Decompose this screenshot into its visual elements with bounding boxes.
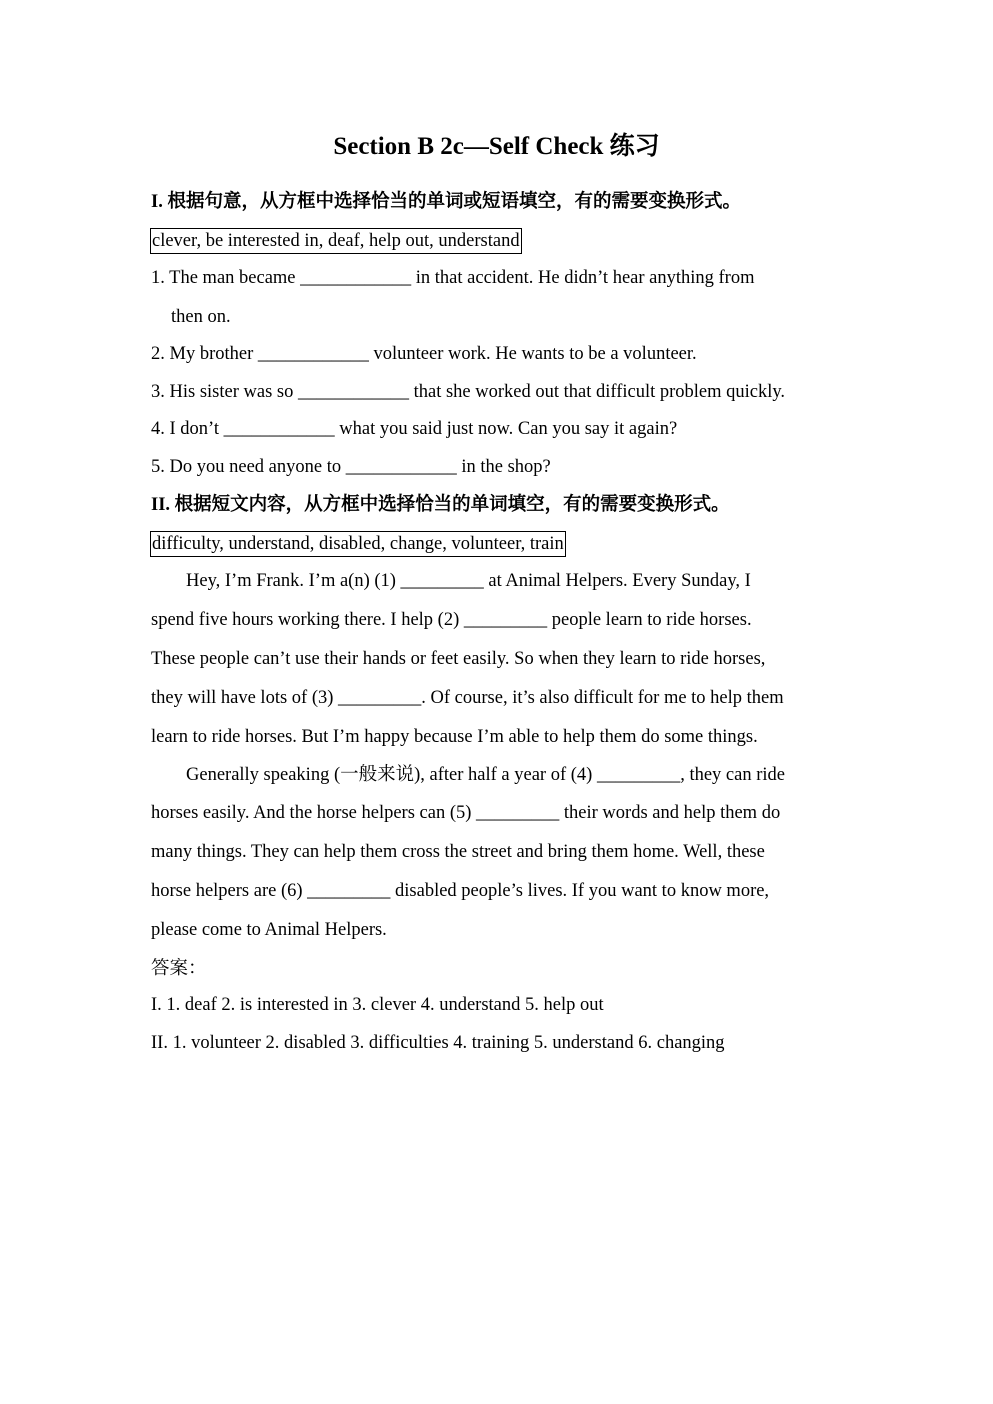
passage-line: many things. They can help them cross the street and bring them home. Well, these bbox=[151, 842, 765, 862]
page-title: Section B 2c—Self Check 练习 bbox=[333, 133, 660, 160]
answers-part2: II. 1. volunteer 2. disabled 3. difficulties 4. training 5. understand 6. changing bbox=[151, 1033, 725, 1053]
question-5: 5. Do you need anyone to ____________ in the shop? bbox=[151, 457, 551, 477]
question-3: 3. His sister was so ____________ that she worked out that difficult problem quickly. bbox=[151, 382, 786, 402]
passage-line: learn to ride horses. But I’m happy because I’m able to help them do some things. bbox=[151, 727, 758, 747]
part1-word-box: clever, be interested in, deaf, help out, understand bbox=[150, 228, 522, 254]
passage-line: These people can’t use their hands or feet easily. So when they learn to ride horses, bbox=[151, 649, 766, 669]
question-2: 2. My brother ____________ volunteer work. He wants to be a volunteer. bbox=[151, 344, 697, 364]
passage-line: Generally speaking (一般来说), after half a year of (4) _________, they can ride bbox=[186, 765, 785, 785]
part1-heading: I. 根据句意，从方框中选择恰当的单词或短语填空，有的需要变换形式。 bbox=[151, 192, 741, 212]
passage-line: spend five hours working there. I help (2) _________ people learn to ride horses. bbox=[151, 610, 752, 630]
question-1: 1. The man became ____________ in that accident. He didn’t hear anything from bbox=[151, 268, 755, 288]
passage-line: please come to Animal Helpers. bbox=[151, 920, 387, 940]
part2-heading: II. 根据短文内容，从方框中选择恰当的单词填空，有的需要变换形式。 bbox=[151, 495, 730, 515]
passage-line: horse helpers are (6) _________ disabled people’s lives. If you want to know more, bbox=[151, 881, 770, 901]
part2-word-box: difficulty, understand, disabled, change, volunteer, train bbox=[150, 531, 566, 557]
answers-label: 答案： bbox=[151, 959, 207, 979]
question-1-continued: then on. bbox=[171, 307, 231, 327]
passage-line: horses easily. And the horse helpers can (5) _________ their words and help them do bbox=[151, 803, 781, 823]
question-4: 4. I don’t ____________ what you said just now. Can you say it again? bbox=[151, 419, 678, 439]
passage-line: Hey, I’m Frank. I’m a(n) (1) _________ at Animal Helpers. Every Sunday, I bbox=[186, 571, 751, 591]
passage-line: they will have lots of (3) _________. Of course, it’s also difficult for me to help them bbox=[151, 688, 784, 708]
answers-part1: I. 1. deaf 2. is interested in 3. clever 4. understand 5. help out bbox=[151, 995, 604, 1015]
